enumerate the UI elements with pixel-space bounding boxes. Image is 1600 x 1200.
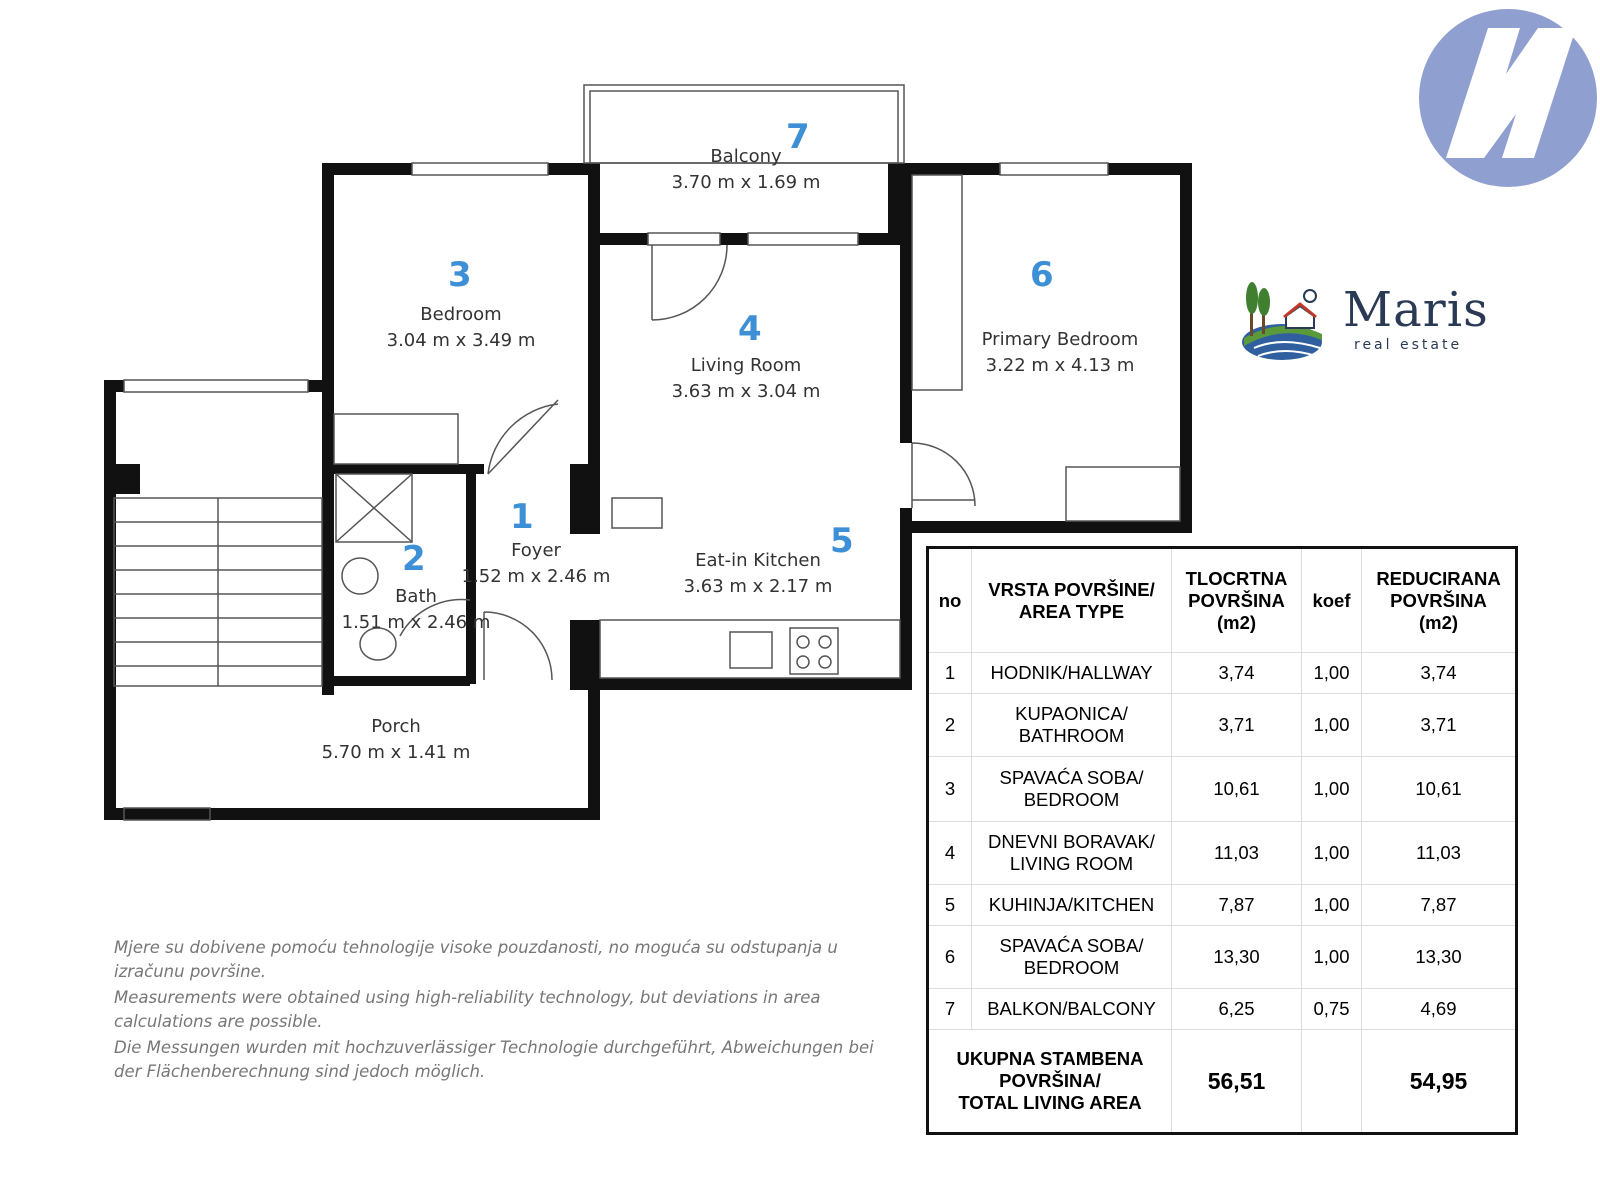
cell-no: 2 [928,694,972,757]
header-area-type-l2: AREA TYPE [1018,600,1125,622]
table-row [928,757,1517,822]
room-name-porch: Porch [371,716,421,737]
room-name-bath: Bath [395,586,437,607]
table-row [928,822,1517,885]
room-number-1: 1 [510,497,534,537]
room-name-eat-in-kitchen: Eat-in Kitchen [695,550,821,571]
room-dims-balcony: 3.70 m x 1.69 m [671,172,821,193]
header-floor-area-l2: POVRŠINA [1188,589,1285,611]
room-dims-porch: 5.70 m x 1.41 m [321,742,471,763]
room-dims-foyer: 1.52 m x 2.46 m [461,566,611,587]
header-reduced-area [1362,548,1517,653]
cell-koef: 1,00 [1302,653,1362,694]
table-row [928,885,1517,926]
cell-reduced-area: 10,61 [1362,757,1517,822]
cell-area-type-l2: BEDROOM [1023,789,1120,810]
room-dims-bedroom: 3.04 m x 3.49 m [386,330,536,351]
header-floor-area-l1: TLOCRTNA [1185,567,1288,589]
disclaimer [114,936,894,1086]
cell-area-type-l1: KUHINJA/KITCHEN [988,894,1155,915]
disclaimer-hr: Mjere su dobivene pomoću tehnologije visoke pouzdanosti, no moguća su odstupanja u izračunu površine. [114,938,838,981]
header-floor-area-l3: (m2) [1216,611,1257,633]
cell-area-type [972,653,1172,694]
area-table [926,546,1518,1135]
table-row [928,989,1517,1030]
cell-koef: 1,00 [1302,694,1362,757]
room-number-2: 2 [402,539,426,579]
room-number-5: 5 [830,521,854,561]
room-number-3: 3 [448,255,472,295]
cell-area-type-l1: DNEVNI BORAVAK/ [988,831,1155,852]
cell-area-type-l2: BEDROOM [1023,957,1120,978]
cell-area-type-l2: BATHROOM [1018,725,1125,746]
table-row [928,653,1517,694]
room-number-6: 6 [1030,255,1054,295]
disclaimer-de: Die Messungen wurden mit hochzuverlässiger Technologie durchgeführt, Abweichungen bei der Flächenberechnung sind jedoch möglich. [114,1038,874,1081]
cell-area-type [972,694,1172,757]
cell-area-type [972,926,1172,989]
cell-koef: 1,00 [1302,757,1362,822]
cell-koef: 0,75 [1302,989,1362,1030]
table-total-row [928,1030,1517,1134]
cell-area-type-l1: BALKON/BALCONY [987,998,1156,1019]
cell-no: 6 [928,926,972,989]
cell-reduced-area: 7,87 [1362,885,1517,926]
brand-tagline: real estate [1354,337,1463,353]
cell-floor-area: 11,03 [1172,822,1302,885]
cell-area-type [972,989,1172,1030]
room-dims-eat-in-kitchen: 3.63 m x 2.17 m [683,576,833,597]
cell-floor-area: 13,30 [1172,926,1302,989]
room-dims-primary-bedroom: 3.22 m x 4.13 m [985,355,1135,376]
cell-reduced-area: 11,03 [1362,822,1517,885]
cell-no: 5 [928,885,972,926]
cell-no: 4 [928,822,972,885]
cell-floor-area: 10,61 [1172,757,1302,822]
table-row [928,926,1517,989]
table-header-row [928,548,1517,653]
cell-area-type [972,822,1172,885]
cell-floor-area: 6,25 [1172,989,1302,1030]
header-reduced-area-l1: REDUCIRANA [1376,567,1501,589]
cell-koef: 1,00 [1302,885,1362,926]
n-logo-icon [1418,8,1598,188]
cell-koef: 1,00 [1302,926,1362,989]
header-area-type-l1: VRSTA POVRŠINE/ [988,578,1155,600]
cell-floor-area: 7,87 [1172,885,1302,926]
table-row [928,694,1517,757]
header-koef: koef [1302,548,1362,653]
disclaimer-en: Measurements were obtained using high-reliability technology, but deviations in area calculations are possible. [114,988,821,1031]
room-dims-living-room: 3.63 m x 3.04 m [671,381,821,402]
total-label [928,1030,1172,1134]
header-floor-area [1172,548,1302,653]
brand-name: Maris [1343,282,1489,338]
room-name-living-room: Living Room [690,355,802,376]
cell-no: 7 [928,989,972,1030]
cell-floor-area: 3,71 [1172,694,1302,757]
room-number-4: 4 [738,309,762,349]
cell-koef: 1,00 [1302,822,1362,885]
cell-no: 3 [928,757,972,822]
cell-area-type-l1: SPAVAĆA SOBA/ [999,935,1144,956]
cell-no: 1 [928,653,972,694]
cell-area-type [972,885,1172,926]
cell-reduced-area: 4,69 [1362,989,1517,1030]
header-reduced-area-l3: (m2) [1418,611,1459,633]
cell-area-type-l2: LIVING ROOM [1009,853,1134,874]
room-dims-bath: 1.51 m x 2.46 m [341,612,491,633]
cell-reduced-area: 3,74 [1362,653,1517,694]
room-name-balcony: Balcony [710,146,782,167]
total-reduced-area: 54,95 [1409,1067,1468,1094]
room-name-bedroom: Bedroom [420,304,502,325]
cell-floor-area: 3,74 [1172,653,1302,694]
header-area-type [972,548,1172,653]
room-name-foyer: Foyer [511,540,561,561]
cell-area-type-l1: HODNIK/HALLWAY [990,662,1153,683]
total-floor-area: 56,51 [1172,1030,1302,1134]
room-number-7: 7 [786,117,810,157]
cell-area-type-l1: SPAVAĆA SOBA/ [999,767,1144,788]
cell-reduced-area: 13,30 [1362,926,1517,989]
cell-area-type-l1: KUPAONICA/ [1015,703,1128,724]
header-reduced-area-l2: POVRŠINA [1390,589,1487,611]
room-name-primary-bedroom: Primary Bedroom [981,329,1139,350]
total-koef [1302,1030,1362,1134]
total-label-l3: TOTAL LIVING AREA [958,1092,1142,1113]
cell-area-type [972,757,1172,822]
total-label-l1: UKUPNA STAMBENA [956,1048,1144,1069]
total-label-l2: POVRŠINA/ [999,1070,1101,1091]
cell-reduced-area: 3,71 [1362,694,1517,757]
header-no: no [928,548,972,653]
